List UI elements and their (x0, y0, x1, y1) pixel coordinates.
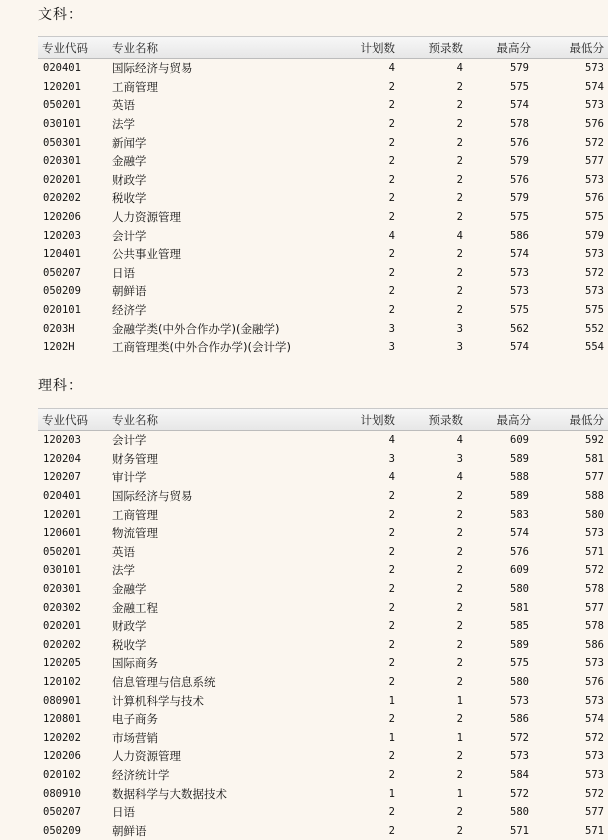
table-row (38, 96, 608, 115)
header-max-score: 最高分 (467, 37, 535, 59)
table-row (38, 654, 608, 673)
cell-name: 财政学 (108, 617, 331, 636)
cell-plan: 2 (331, 115, 399, 134)
header-admitted: 预录数 (399, 409, 467, 431)
cell-name: 国际经济与贸易 (108, 487, 331, 506)
table-row (38, 59, 608, 78)
science-table-body (38, 431, 608, 840)
cell-name: 朝鲜语 (108, 821, 331, 840)
cell-admitted: 2 (399, 171, 467, 190)
table-row (38, 264, 608, 283)
science-section-title: 理科： (38, 375, 83, 395)
cell-admitted: 1 (399, 691, 467, 710)
cell-admitted: 2 (399, 245, 467, 264)
cell-name: 法学 (108, 561, 331, 580)
cell-name: 经济统计学 (108, 766, 331, 785)
cell-min-score: 575 (535, 208, 608, 227)
cell-plan: 1 (331, 691, 399, 710)
cell-min-score: 571 (535, 821, 608, 840)
cell-plan: 2 (331, 561, 399, 580)
cell-admitted: 2 (399, 487, 467, 506)
cell-min-score: 592 (535, 431, 608, 450)
cell-code: 050207 (38, 803, 108, 822)
cell-min-score: 573 (535, 171, 608, 190)
arts-admission-table (38, 36, 608, 357)
cell-min-score: 576 (535, 673, 608, 692)
cell-admitted: 2 (399, 673, 467, 692)
cell-min-score: 577 (535, 468, 608, 487)
cell-name: 工商管理 (108, 505, 331, 524)
cell-min-score: 554 (535, 338, 608, 357)
cell-max-score: 588 (467, 468, 535, 487)
header-max-score: 最高分 (467, 409, 535, 431)
cell-max-score: 573 (467, 747, 535, 766)
cell-admitted: 2 (399, 543, 467, 562)
table-row (38, 710, 608, 729)
cell-min-score: 572 (535, 133, 608, 152)
cell-max-score: 579 (467, 189, 535, 208)
cell-admitted: 2 (399, 766, 467, 785)
table-row (38, 524, 608, 543)
cell-admitted: 2 (399, 152, 467, 171)
cell-admitted: 2 (399, 617, 467, 636)
cell-name: 人力资源管理 (108, 208, 331, 227)
table-row (38, 338, 608, 357)
cell-name: 国际商务 (108, 654, 331, 673)
cell-admitted: 3 (399, 319, 467, 338)
cell-max-score: 572 (467, 729, 535, 748)
cell-max-score: 571 (467, 821, 535, 840)
cell-plan: 2 (331, 264, 399, 283)
cell-admitted: 2 (399, 821, 467, 840)
cell-name: 新闻学 (108, 133, 331, 152)
cell-max-score: 574 (467, 245, 535, 264)
cell-min-score: 552 (535, 319, 608, 338)
table-row (38, 561, 608, 580)
header-code: 专业代码 (38, 37, 108, 59)
cell-admitted: 2 (399, 208, 467, 227)
table-row (38, 301, 608, 320)
cell-plan: 2 (331, 580, 399, 599)
cell-name: 审计学 (108, 468, 331, 487)
cell-code: 020401 (38, 59, 108, 78)
header-code: 专业代码 (38, 409, 108, 431)
cell-plan: 4 (331, 468, 399, 487)
cell-code: 030101 (38, 561, 108, 580)
cell-max-score: 581 (467, 598, 535, 617)
table-row (38, 505, 608, 524)
cell-code: 020201 (38, 617, 108, 636)
cell-admitted: 4 (399, 431, 467, 450)
cell-min-score: 573 (535, 691, 608, 710)
cell-admitted: 2 (399, 282, 467, 301)
cell-name: 财务管理 (108, 450, 331, 469)
cell-code: 020201 (38, 171, 108, 190)
cell-admitted: 2 (399, 78, 467, 97)
arts-section-title: 文科： (38, 4, 83, 24)
table-row (38, 450, 608, 469)
cell-code: 0203H (38, 319, 108, 338)
cell-name: 国际经济与贸易 (108, 59, 331, 78)
cell-name: 工商管理 (108, 78, 331, 97)
cell-name: 财政学 (108, 171, 331, 190)
cell-code: 120207 (38, 468, 108, 487)
table-row (38, 766, 608, 785)
cell-admitted: 2 (399, 710, 467, 729)
cell-max-score: 575 (467, 78, 535, 97)
table-row (38, 171, 608, 190)
cell-min-score: 572 (535, 784, 608, 803)
table-row (38, 226, 608, 245)
cell-admitted: 4 (399, 468, 467, 487)
cell-admitted: 3 (399, 450, 467, 469)
table-header-row (38, 409, 608, 431)
cell-admitted: 2 (399, 264, 467, 283)
table-row (38, 691, 608, 710)
cell-plan: 2 (331, 821, 399, 840)
cell-min-score: 577 (535, 803, 608, 822)
cell-max-score: 580 (467, 673, 535, 692)
cell-name: 人力资源管理 (108, 747, 331, 766)
cell-min-score: 572 (535, 561, 608, 580)
cell-max-score: 585 (467, 617, 535, 636)
table-row (38, 78, 608, 97)
cell-code: 120203 (38, 226, 108, 245)
cell-min-score: 586 (535, 636, 608, 655)
cell-plan: 2 (331, 208, 399, 227)
cell-min-score: 577 (535, 152, 608, 171)
cell-min-score: 572 (535, 729, 608, 748)
cell-admitted: 3 (399, 338, 467, 357)
cell-max-score: 589 (467, 487, 535, 506)
table-row (38, 784, 608, 803)
cell-plan: 2 (331, 598, 399, 617)
science-admission-table (38, 408, 608, 840)
cell-min-score: 575 (535, 301, 608, 320)
cell-name: 公共事业管理 (108, 245, 331, 264)
cell-admitted: 2 (399, 561, 467, 580)
cell-plan: 2 (331, 617, 399, 636)
cell-admitted: 2 (399, 189, 467, 208)
cell-code: 120102 (38, 673, 108, 692)
cell-min-score: 578 (535, 580, 608, 599)
cell-code: 020101 (38, 301, 108, 320)
cell-code: 020301 (38, 580, 108, 599)
cell-min-score: 573 (535, 245, 608, 264)
cell-max-score: 574 (467, 524, 535, 543)
cell-min-score: 580 (535, 505, 608, 524)
cell-max-score: 609 (467, 431, 535, 450)
cell-min-score: 588 (535, 487, 608, 506)
cell-admitted: 2 (399, 598, 467, 617)
table-row (38, 729, 608, 748)
cell-name: 日语 (108, 264, 331, 283)
cell-max-score: 573 (467, 282, 535, 301)
cell-plan: 3 (331, 319, 399, 338)
cell-code: 020401 (38, 487, 108, 506)
table-row (38, 617, 608, 636)
cell-plan: 1 (331, 784, 399, 803)
cell-code: 020202 (38, 189, 108, 208)
cell-admitted: 2 (399, 803, 467, 822)
cell-plan: 2 (331, 78, 399, 97)
cell-max-score: 575 (467, 301, 535, 320)
cell-min-score: 573 (535, 654, 608, 673)
cell-plan: 3 (331, 338, 399, 357)
cell-plan: 2 (331, 710, 399, 729)
cell-max-score: 584 (467, 766, 535, 785)
cell-admitted: 2 (399, 115, 467, 134)
table-row (38, 636, 608, 655)
cell-code: 050207 (38, 264, 108, 283)
table-row (38, 208, 608, 227)
cell-code: 120601 (38, 524, 108, 543)
cell-code: 1202H (38, 338, 108, 357)
cell-min-score: 576 (535, 115, 608, 134)
cell-code: 120202 (38, 729, 108, 748)
cell-name: 计算机科学与技术 (108, 691, 331, 710)
cell-name: 税收学 (108, 636, 331, 655)
cell-min-score: 572 (535, 264, 608, 283)
cell-max-score: 609 (467, 561, 535, 580)
cell-admitted: 2 (399, 636, 467, 655)
cell-code: 120401 (38, 245, 108, 264)
cell-plan: 4 (331, 431, 399, 450)
cell-admitted: 2 (399, 133, 467, 152)
table-row (38, 319, 608, 338)
cell-max-score: 580 (467, 803, 535, 822)
cell-plan: 2 (331, 766, 399, 785)
cell-admitted: 1 (399, 729, 467, 748)
cell-plan: 2 (331, 747, 399, 766)
table-row (38, 152, 608, 171)
cell-min-score: 573 (535, 96, 608, 115)
cell-code: 080901 (38, 691, 108, 710)
table-row (38, 245, 608, 264)
cell-plan: 2 (331, 133, 399, 152)
cell-admitted: 2 (399, 96, 467, 115)
cell-max-score: 574 (467, 338, 535, 357)
cell-code: 050201 (38, 543, 108, 562)
cell-min-score: 574 (535, 710, 608, 729)
cell-code: 120204 (38, 450, 108, 469)
cell-code: 030101 (38, 115, 108, 134)
cell-code: 050201 (38, 96, 108, 115)
table-row (38, 189, 608, 208)
cell-plan: 2 (331, 189, 399, 208)
table-row (38, 487, 608, 506)
cell-name: 税收学 (108, 189, 331, 208)
header-admitted: 预录数 (399, 37, 467, 59)
cell-name: 日语 (108, 803, 331, 822)
table-row (38, 115, 608, 134)
cell-admitted: 2 (399, 747, 467, 766)
cell-admitted: 2 (399, 301, 467, 320)
header-min-score: 最低分 (535, 37, 608, 59)
cell-admitted: 2 (399, 524, 467, 543)
cell-min-score: 579 (535, 226, 608, 245)
cell-code: 120801 (38, 710, 108, 729)
cell-max-score: 586 (467, 226, 535, 245)
cell-code: 020301 (38, 152, 108, 171)
cell-name: 金融学类(中外合作办学)(金融学) (108, 319, 331, 338)
cell-admitted: 2 (399, 505, 467, 524)
cell-name: 经济学 (108, 301, 331, 320)
header-name: 专业名称 (108, 409, 331, 431)
cell-admitted: 2 (399, 654, 467, 673)
cell-max-score: 579 (467, 59, 535, 78)
cell-min-score: 578 (535, 617, 608, 636)
cell-max-score: 575 (467, 208, 535, 227)
cell-plan: 1 (331, 729, 399, 748)
table-row (38, 282, 608, 301)
cell-max-score: 589 (467, 450, 535, 469)
cell-plan: 2 (331, 524, 399, 543)
cell-min-score: 571 (535, 543, 608, 562)
table-row (38, 468, 608, 487)
table-row (38, 543, 608, 562)
table-row (38, 673, 608, 692)
cell-admitted: 1 (399, 784, 467, 803)
cell-max-score: 572 (467, 784, 535, 803)
cell-plan: 2 (331, 301, 399, 320)
cell-plan: 2 (331, 96, 399, 115)
cell-min-score: 573 (535, 59, 608, 78)
cell-name: 法学 (108, 115, 331, 134)
cell-name: 工商管理类(中外合作办学)(会计学) (108, 338, 331, 357)
cell-plan: 2 (331, 152, 399, 171)
cell-max-score: 576 (467, 133, 535, 152)
cell-code: 020102 (38, 766, 108, 785)
cell-min-score: 573 (535, 766, 608, 785)
cell-max-score: 562 (467, 319, 535, 338)
cell-max-score: 573 (467, 264, 535, 283)
header-plan: 计划数 (331, 37, 399, 59)
cell-max-score: 578 (467, 115, 535, 134)
cell-name: 市场营销 (108, 729, 331, 748)
cell-max-score: 575 (467, 654, 535, 673)
cell-plan: 2 (331, 636, 399, 655)
cell-min-score: 574 (535, 78, 608, 97)
cell-name: 金融学 (108, 580, 331, 599)
arts-table-body (38, 59, 608, 357)
cell-code: 120206 (38, 208, 108, 227)
cell-min-score: 577 (535, 598, 608, 617)
cell-plan: 4 (331, 226, 399, 245)
cell-admitted: 2 (399, 580, 467, 599)
header-plan: 计划数 (331, 409, 399, 431)
cell-code: 120201 (38, 505, 108, 524)
cell-min-score: 581 (535, 450, 608, 469)
cell-plan: 2 (331, 505, 399, 524)
cell-name: 英语 (108, 96, 331, 115)
cell-plan: 2 (331, 654, 399, 673)
cell-plan: 2 (331, 282, 399, 301)
cell-plan: 2 (331, 245, 399, 264)
cell-plan: 2 (331, 803, 399, 822)
cell-min-score: 576 (535, 189, 608, 208)
table-row (38, 598, 608, 617)
cell-code: 080910 (38, 784, 108, 803)
cell-name: 金融工程 (108, 598, 331, 617)
cell-name: 物流管理 (108, 524, 331, 543)
cell-max-score: 576 (467, 171, 535, 190)
cell-min-score: 573 (535, 524, 608, 543)
table-row (38, 580, 608, 599)
cell-max-score: 586 (467, 710, 535, 729)
header-min-score: 最低分 (535, 409, 608, 431)
cell-code: 020302 (38, 598, 108, 617)
cell-name: 数据科学与大数据技术 (108, 784, 331, 803)
cell-plan: 2 (331, 543, 399, 562)
table-row (38, 431, 608, 450)
cell-max-score: 589 (467, 636, 535, 655)
cell-code: 050209 (38, 282, 108, 301)
cell-name: 英语 (108, 543, 331, 562)
cell-name: 金融学 (108, 152, 331, 171)
table-row (38, 803, 608, 822)
cell-name: 会计学 (108, 226, 331, 245)
cell-name: 会计学 (108, 431, 331, 450)
cell-code: 050301 (38, 133, 108, 152)
cell-code: 120205 (38, 654, 108, 673)
cell-name: 朝鲜语 (108, 282, 331, 301)
cell-plan: 2 (331, 171, 399, 190)
cell-max-score: 573 (467, 691, 535, 710)
cell-admitted: 4 (399, 59, 467, 78)
cell-max-score: 583 (467, 505, 535, 524)
cell-admitted: 4 (399, 226, 467, 245)
cell-plan: 4 (331, 59, 399, 78)
cell-code: 120201 (38, 78, 108, 97)
header-name: 专业名称 (108, 37, 331, 59)
cell-name: 信息管理与信息系统 (108, 673, 331, 692)
cell-max-score: 579 (467, 152, 535, 171)
cell-max-score: 580 (467, 580, 535, 599)
cell-plan: 3 (331, 450, 399, 469)
cell-plan: 2 (331, 487, 399, 506)
table-row (38, 133, 608, 152)
cell-code: 120206 (38, 747, 108, 766)
cell-min-score: 573 (535, 282, 608, 301)
cell-code: 120203 (38, 431, 108, 450)
cell-code: 050209 (38, 821, 108, 840)
cell-min-score: 573 (535, 747, 608, 766)
cell-code: 020202 (38, 636, 108, 655)
cell-max-score: 574 (467, 96, 535, 115)
table-row (38, 821, 608, 840)
table-header-row (38, 37, 608, 59)
cell-name: 电子商务 (108, 710, 331, 729)
table-row (38, 747, 608, 766)
cell-max-score: 576 (467, 543, 535, 562)
cell-plan: 2 (331, 673, 399, 692)
